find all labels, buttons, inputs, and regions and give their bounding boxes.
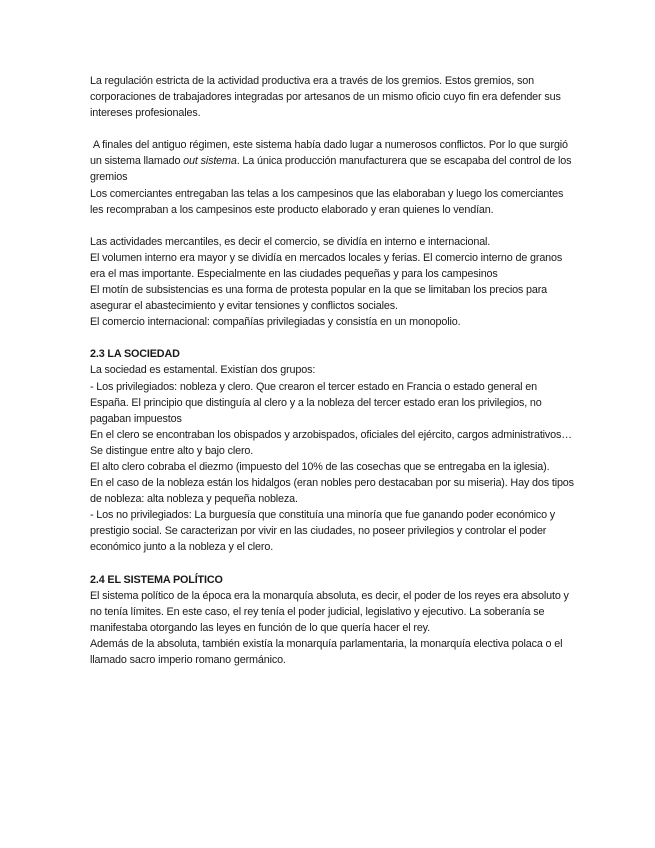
paragraph-gremios: La regulación estricta de la actividad productiva era a través de los gremios. Estos gremios, son corporaciones de trabajadores integradas por artesanos de un mismo oficio cuyo fin era defender sus intereses profesionales. — [90, 75, 561, 120]
paragraph-spacer — [90, 121, 575, 137]
emphasis-out-sistema: out sistema — [183, 155, 237, 168]
paragraph-actividades-mercantiles: Las actividades mercantiles, es decir el comercio, se dividía en interno e internacional. — [90, 235, 491, 248]
paragraph-comerciantes: Los comerciantes entregaban las telas a los campesinos que las elaboraban y luego los comerciantes les recompraban a los campesinos este producto elaborado y eran quienes lo vendían. — [90, 187, 564, 216]
paragraph-out-sistema — [90, 137, 575, 185]
paragraph-spacer — [90, 330, 575, 346]
text-span: A finales del antiguo régimen, este sistema había dado lugar a numerosos conflictos. Por lo que surgió un sistema llamado — [90, 139, 568, 168]
paragraph-sociedad-estamental: La sociedad es estamental. Existían dos grupos: — [90, 364, 316, 377]
paragraph-clero: En el clero se encontraban los obispados y arzobispados, oficiales del ejército, cargos administrativos… Se distingue entre alto y bajo clero. — [90, 428, 572, 457]
paragraph-volumen-interno: El volumen interno era mayor y se dividía en mercados locales y ferias. El comercio interno de granos era el mas importante. Especialmente en las ciudades pequeñas y para los campesinos — [90, 251, 563, 280]
section-heading-sociedad: 2.3 LA SOCIEDAD — [90, 348, 180, 361]
document-body — [90, 73, 575, 668]
paragraph-privilegiados: - Los privilegiados: nobleza y clero. Que crearon el tercer estado en Francia o estado general en España. El principio que distinguía al clero y a la nobleza del tercer estado eran los privilegios, no pagaban impuestos — [90, 380, 542, 425]
paragraph-motin-subsistencias: El motín de subsistencias es una forma de protesta popular en la que se limitaban los precios para asegurar el abastecimiento y evitar tensiones y conflictos sociales. — [90, 284, 548, 313]
paragraph-no-privilegiados: - Los no privilegiados: La burguesía que constituía una minoría que fue ganando poder económico y prestigio social. Se caracterizan por vivir en las ciudades, no poseer privilegios y controlar el poder económico junto a la nobleza y el clero. — [90, 509, 556, 554]
paragraph-otras-monarquias: Además de la absoluta, también existía la monarquía parlamentaria, la monarquía electiva polaca o el llamado sacro imperio romano germánico. — [90, 637, 563, 666]
paragraph-spacer — [90, 218, 575, 234]
paragraph-nobleza: En el caso de la nobleza están los hidalgos (eran nobles pero destacaban por su miseria). Hay dos tipos de nobleza: alta nobleza y pequeña nobleza. — [90, 477, 574, 506]
text-span: . La única producción manufacturera que se escapaba del control de los gremios — [90, 155, 572, 184]
section-heading-sistema-politico: 2.4 EL SISTEMA POLÍTICO — [90, 573, 223, 586]
paragraph-alto-clero: El alto clero cobraba el diezmo (impuesto del 10% de las cosechas que se entregaba en la iglesia). — [90, 460, 550, 473]
paragraph-monarquia-absoluta: El sistema político de la época era la monarquía absoluta, es decir, el poder de los reyes era absoluto y no tenía límites. En este caso, el rey tenía el poder judicial, legislativo y ejecutivo. La soberanía se manifestaba otorgando las leyes en función de lo que quería hacer el rey. — [90, 589, 569, 634]
paragraph-spacer — [90, 556, 575, 572]
paragraph-comercio-internacional: El comercio internacional: compañías privilegiadas y consistía en un monopolio. — [90, 316, 461, 329]
